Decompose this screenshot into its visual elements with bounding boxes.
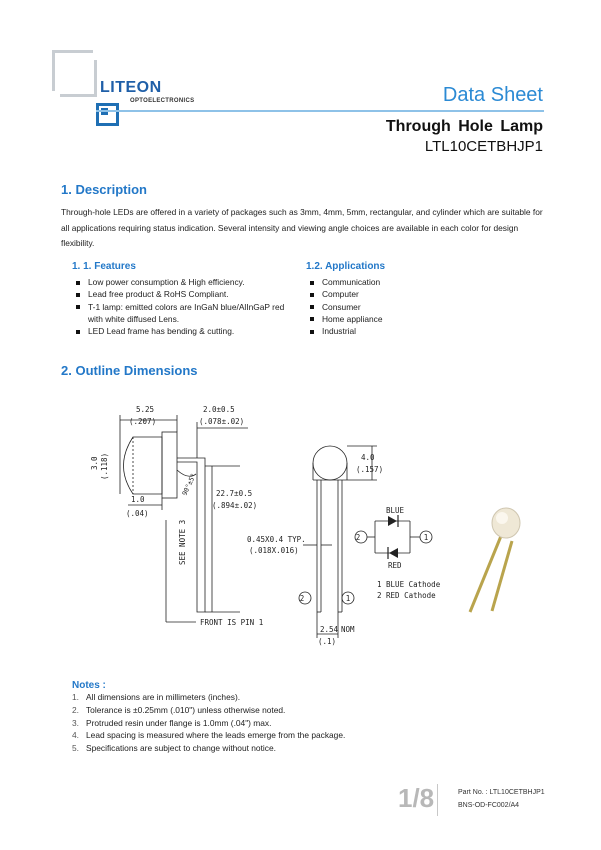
dim-text: (.118): [100, 452, 109, 480]
list-item: 2. Tolerance is ±0.25mm (.010") unless otherwise noted.: [72, 704, 286, 715]
dim-text: 2.54: [320, 625, 339, 634]
page-title: Through Hole Lamp: [385, 118, 543, 135]
logo-subtitle: OPTOELECTRONICS: [130, 98, 195, 104]
features-heading: 1. 1. Features: [72, 261, 136, 272]
page-number: 1/8: [398, 783, 435, 813]
see-note-label: SEE NOTE 3: [178, 519, 187, 565]
dim-text: 0.45X0.4 TYP.: [247, 535, 306, 544]
header-divider: [96, 110, 544, 112]
legend-text: 2 RED Cathode: [377, 591, 436, 600]
dim-text: (.894±.02): [212, 501, 258, 510]
applications-heading: 1.2. Applications: [306, 261, 386, 272]
logo-text: LITEON: [100, 79, 162, 96]
list-item: Communication: [306, 276, 456, 288]
dim-text: 90°±5°: [180, 472, 198, 497]
section-description-heading: 1. Description: [61, 182, 147, 197]
schematic-pin: 2: [355, 533, 361, 542]
dim-text: (.207): [129, 417, 157, 426]
led-photo-icon: [470, 508, 520, 612]
features-list: [72, 276, 297, 337]
list-item: Low power consumption & High efficiency.: [72, 276, 297, 288]
list-item: Industrial: [306, 325, 456, 337]
dim-text: (.078±.02): [199, 417, 245, 426]
list-item: Lead free product & RoHS Compliant.: [72, 288, 297, 300]
footer-divider: [437, 784, 438, 816]
red-diode-icon: [388, 547, 398, 559]
legend-text: 1 BLUE Cathode: [377, 580, 441, 589]
list-item: 1. All dimensions are in millimeters (inches).: [72, 692, 241, 702]
dim-text: 22.7±0.5: [216, 489, 253, 498]
footer-doc-code: BNS-OD-FC002/A4: [458, 802, 520, 809]
dim-text: (.1): [318, 637, 337, 646]
pin-number: 1: [345, 594, 351, 603]
logo-frame-2: [60, 60, 97, 97]
part-number: LTL10CETBHJP1: [424, 138, 543, 155]
notes-heading: Notes :: [72, 680, 106, 691]
blue-diode-icon: [388, 515, 398, 527]
list-item: 3. Protruded resin under flange is 1.0mm (.04") max.: [72, 717, 272, 728]
dim-text: 2.0±0.5: [203, 405, 235, 414]
schematic-pin: 1: [423, 533, 429, 542]
list-item: 4. Lead spacing is measured where the leads emerge from the package.: [72, 730, 346, 741]
list-item: LED Lead frame has bending & cutting.: [72, 325, 297, 337]
list-item: Consumer: [306, 301, 456, 313]
dim-text: 1.0: [131, 495, 145, 504]
dim-text: 5.25: [136, 405, 155, 414]
list-item: Computer: [306, 288, 456, 300]
schematic-label: BLUE: [386, 506, 405, 515]
list-item: T-1 lamp: emitted colors are InGaN blue/AlInGaP red with white diffused Lens.: [72, 301, 297, 326]
schematic-label: RED: [388, 561, 402, 570]
dim-text: (.157): [356, 465, 384, 474]
section-outline-heading: 2. Outline Dimensions: [61, 363, 198, 378]
doc-type: Data Sheet: [442, 84, 543, 106]
description-paragraph: Through-hole LEDs are offered in a variety of packages such as 3mm, 4mm, 5mm, rectangular, and cylinder which are suitable for all applications requiring status indication. Several intensity and viewing angle choices are available in each color for design flexibility.: [61, 207, 543, 248]
outline-drawing: [0, 385, 601, 660]
applications-list: [306, 276, 456, 337]
footer-part-number: Part No. : LTL10CETBHJP1: [458, 789, 545, 796]
dim-text: (.04): [126, 509, 149, 518]
notes-list: [72, 691, 492, 755]
dim-text: NOM: [341, 625, 355, 634]
list-item: 5. Specifications are subject to change without notice.: [72, 743, 276, 754]
dim-text: 3.0: [90, 456, 99, 470]
dim-text: (.018X.016): [249, 546, 299, 555]
list-item: Home appliance: [306, 313, 456, 325]
dim-text: 4.0: [361, 453, 375, 462]
front-pin-label: FRONT IS PIN 1: [200, 618, 264, 627]
pin-number: 2: [299, 594, 305, 603]
